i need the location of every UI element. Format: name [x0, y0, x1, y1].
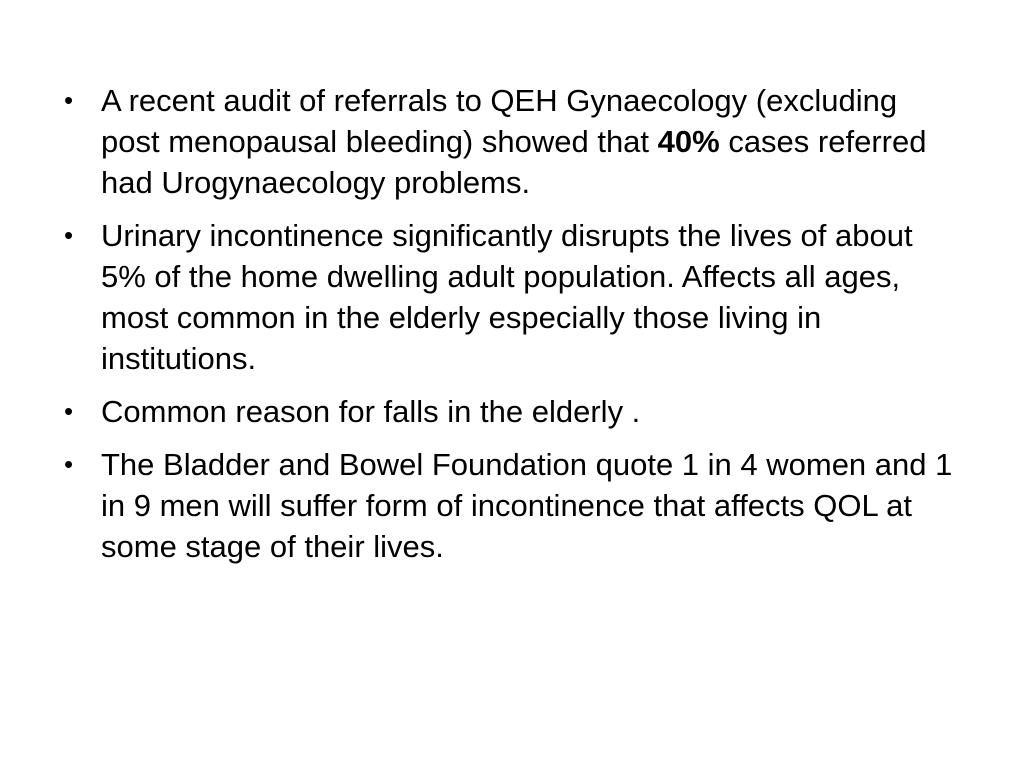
bullet-list: [58, 80, 958, 579]
bullet-item-audit: [58, 80, 958, 203]
bullet-text-foundation: The Bladder and Bowel Foundation quote 1 in 4 women and 1 in 9 men will suffer form of incontinence that affects QOL at some stage of their lives.: [101, 447, 953, 564]
bullet-item-incontinence: [58, 215, 958, 379]
bullet-icon: •: [64, 396, 74, 426]
bullet-text-audit-before: A recent audit of referrals to QEH Gynaecology (excluding post menopausal bleeding) showed that: [101, 83, 898, 159]
bullet-item-foundation: [58, 444, 958, 567]
bullet-icon: •: [64, 449, 74, 479]
bullet-text-incontinence: Urinary incontinence significantly disrupts the lives of about 5% of the home dwelling adult population. Affects all ages, most common in the elderly especially those living in institutions.: [101, 218, 913, 376]
bullet-icon: •: [64, 85, 74, 115]
bullet-text-audit-after: cases referred had Urogynaecology problems.: [101, 124, 927, 200]
bullet-icon: •: [64, 220, 74, 250]
bullet-item-falls: [58, 391, 958, 432]
bullet-text-audit-bold: 40%: [657, 124, 720, 159]
bullet-text-falls: Common reason for falls in the elderly .: [101, 394, 641, 429]
